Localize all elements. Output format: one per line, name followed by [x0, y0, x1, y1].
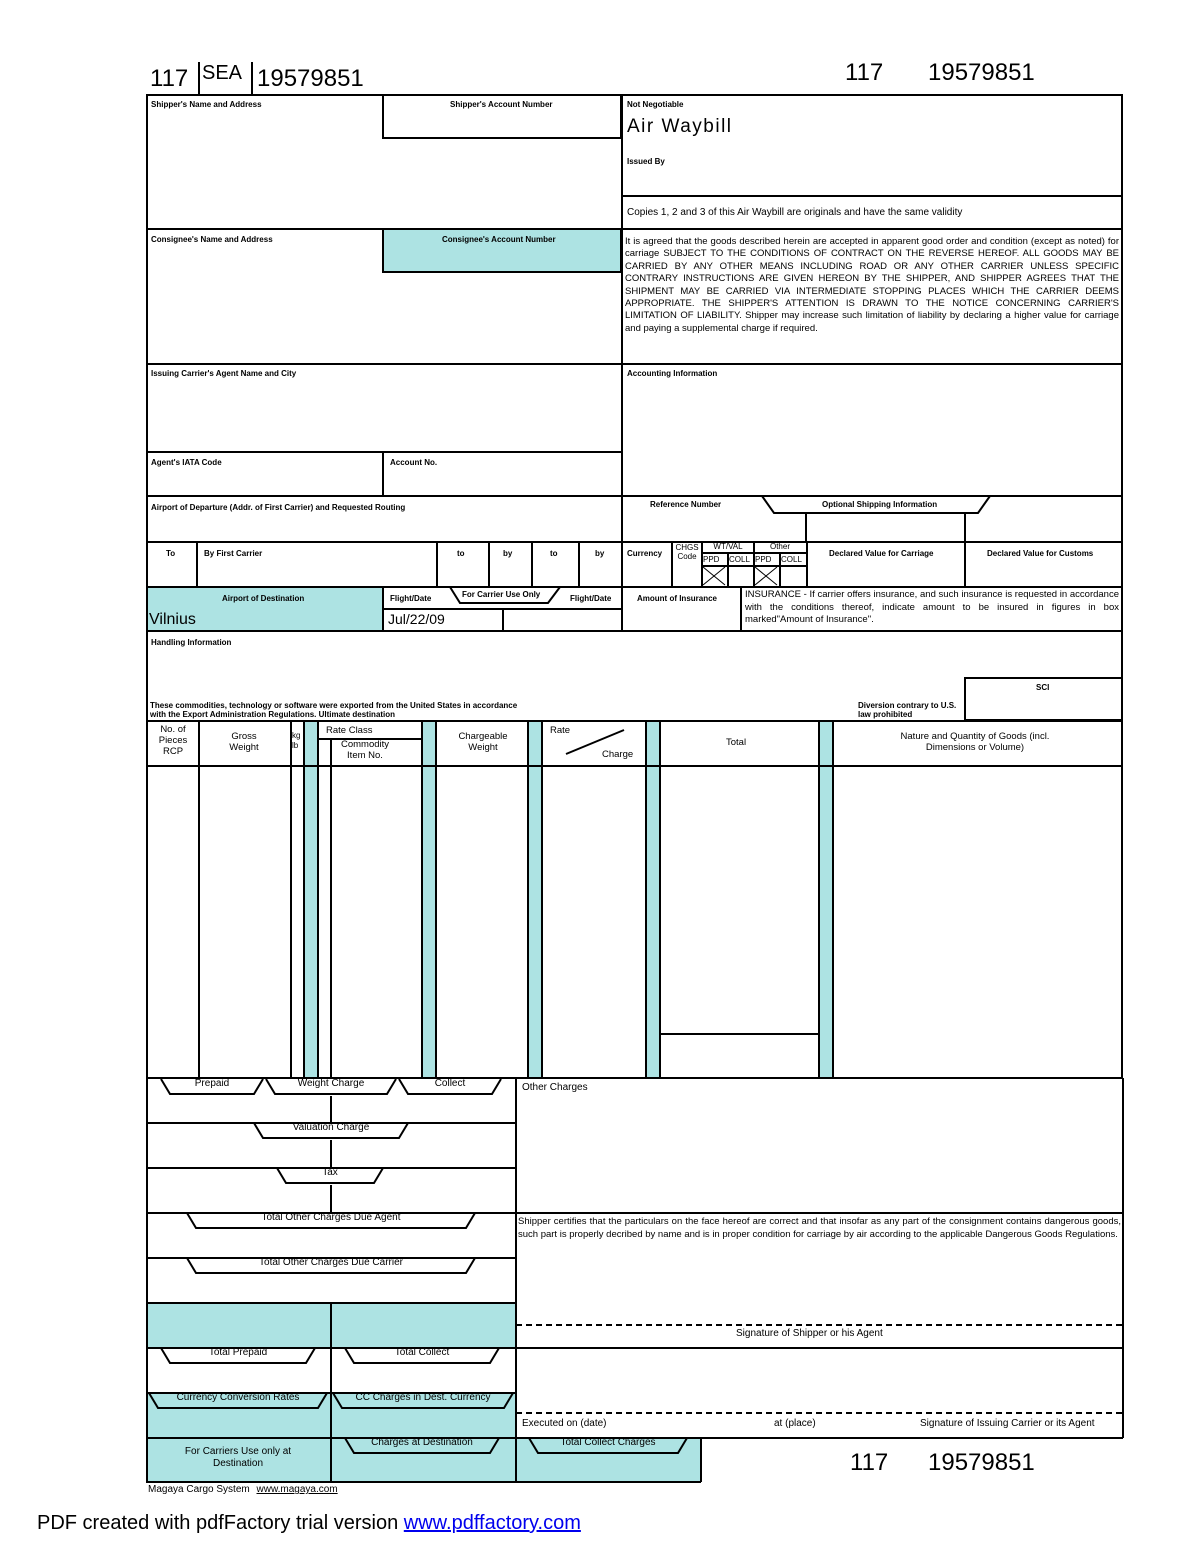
shipper-certifies-text: Shipper certifies that the particulars on the face hereof are correct and that insofar as any part of the consignment contains dangerous goods, such part is properly decribed by name and is in proper condition for carriage by air according to the applicable Dangerous Goods Regulations. [518, 1216, 1121, 1240]
declared-customs-label: Declared Value for Customs [987, 549, 1094, 558]
total-other-carrier-label: Total Other Charges Due Carrier [259, 1257, 403, 1268]
total-prepaid-label: Total Prepaid [208, 1347, 268, 1358]
accounting-info-label: Accounting Information [627, 369, 718, 378]
total-prepaid-tab [160, 1347, 316, 1365]
shipper-account-label: Shipper's Account Number [450, 100, 553, 109]
signature-carrier-label: Signature of Issuing Carrier or its Agent [920, 1418, 1095, 1429]
other-label: Other [769, 542, 790, 551]
awb-number-left [150, 66, 188, 92]
conditions-text: It is agreed that the goods described herein are accepted in apparent good order and condition (except as noted) for carriage SUBJECT TO THE CONDITIONS OF CONTRACT ON THE REVERSE HEREOF. ALL GOODS MAY BE CARRIED BY ANY OTHER MEANS INCLUDING ROAD OR ANY OTHER CARRIER UNLESS SPECIFIC CONTRARY INSTRUCTIONS ARE GIVEN HEREON BY THE SHIPPER, AND SHIPPER AGREES THAT THE SHIPMENT MAY BE CARRIED VIA INTERMEDIATE STOPPING PLACES WHICH THE CARRIER DEEMS APPROPRIATE. THE SHIPPER'S ATTENTION IS DRAWN TO THE NOTICE CONCERNING CARRIER'S LIMITATION OF LIABILITY. Shipper may increase such limitation of liability by declaring a higher value for carriage and paying a supplemental charge if required. [625, 236, 1119, 334]
no-pieces-header: No. of Pieces RCP [158, 724, 188, 757]
other-ppd-label: PPD [755, 555, 772, 564]
awb-prefix-bottom: 117 [850, 1449, 889, 1476]
flight-date-value: Jul/22/09 [388, 611, 445, 627]
weight-charge-label: Weight Charge [297, 1078, 365, 1089]
export-statement: These commodities, technology or software were exported from the United States in accordance with the Export Administration Regulations. Ultimate destination [150, 701, 518, 719]
pdf-factory-note [37, 1511, 581, 1535]
total-other-carrier-tab [186, 1257, 476, 1275]
prepaid-tab [160, 1078, 264, 1096]
agent-iata-label: Agent's IATA Code [151, 458, 222, 467]
by-first-carrier-label: By First Carrier [204, 549, 263, 558]
total-collect-tab [344, 1347, 500, 1365]
declared-carriage-label: Declared Value for Carriage [829, 549, 934, 558]
total-other-agent-label: Total Other Charges Due Agent [261, 1212, 401, 1223]
carrier-use-only-label: For Carrier Use Only [462, 590, 541, 599]
total-collect-label: Total Collect [394, 1347, 450, 1358]
diversion-statement: Diversion contrary to U.S. law prohibited [858, 701, 957, 719]
currency-conversion-label: Currency Conversion Rates [176, 1392, 300, 1403]
total-collect-charges-tab [528, 1437, 688, 1455]
valuation-charge-label: Valuation Charge [292, 1122, 370, 1133]
issuing-agent-label: Issuing Carrier's Agent Name and City [151, 369, 297, 378]
awb-prefix: 117 [150, 65, 189, 92]
by-label-2: by [503, 549, 513, 558]
wt-coll-label: COLL [729, 555, 750, 564]
awb-origin-code: SEA [202, 62, 243, 84]
system-credit [148, 1484, 338, 1496]
not-negotiable-label: Not Negotiable [627, 100, 684, 109]
other-coll-label: COLL [781, 555, 802, 564]
awb-prefix-right: 117 [845, 59, 884, 86]
rate-class-header: Rate Class [326, 725, 373, 736]
airport-destination-label: Airport of Destination [222, 594, 305, 603]
airport-departure-label: Airport of Departure (Addr. of First Carrier) and Requested Routing [151, 503, 406, 512]
to-label-2: to [457, 549, 465, 558]
optional-shipping-label: Optional Shipping Information [822, 500, 938, 509]
pdf-factory-link[interactable]: www.pdffactory.com [403, 1512, 581, 1534]
amount-insurance-label: Amount of Insurance [637, 594, 718, 603]
charge-header: Charge [602, 749, 634, 760]
flight-date-label: Flight/Date [390, 594, 432, 603]
commodity-item-header: Commodity Item No. [340, 739, 390, 761]
chgs-code-label: CHGS Code [675, 543, 699, 561]
shipper-name-label: Shipper's Name and Address [151, 100, 262, 109]
awb-serial-bottom: 19579851 [928, 1449, 1035, 1476]
charges-destination-tab [344, 1437, 500, 1455]
sci-label: SCI [1036, 683, 1050, 692]
consignee-account-label: Consignee's Account Number [442, 235, 556, 244]
system-name: Magaya Cargo System [148, 1484, 250, 1495]
flight-date-label-2: Flight/Date [570, 594, 612, 603]
other-charges-label: Other Charges [522, 1082, 588, 1093]
by-label-3: by [595, 549, 605, 558]
account-no-label: Account No. [390, 458, 438, 467]
airport-destination-value: Vilnius [149, 611, 196, 628]
total-other-agent-tab [186, 1212, 476, 1230]
pdf-note-text: PDF created with pdfFactory trial version [37, 1512, 404, 1534]
system-url-link[interactable]: www.magaya.com [256, 1484, 338, 1495]
carriers-use-label: For Carriers Use only at Destination [184, 1446, 292, 1469]
executed-on-label: Executed on (date) [522, 1418, 607, 1429]
awb-serial-left: 19579851 [257, 65, 364, 92]
copies-note: Copies 1, 2 and 3 of this Air Waybill are originals and have the same validity [627, 207, 963, 218]
currency-conversion-tab [148, 1392, 328, 1410]
shipper-signature-line [516, 1324, 1122, 1326]
prepaid-label: Prepaid [194, 1078, 230, 1089]
valuation-charge-tab [253, 1122, 409, 1140]
currency-label: Currency [627, 549, 663, 558]
to-label: To [166, 549, 176, 558]
collect-tab [398, 1078, 502, 1096]
to-label-3: to [550, 549, 558, 558]
gross-weight-header: Gross Weight [229, 731, 259, 753]
insurance-text: INSURANCE - If carrier offers insurance, and such insurance is requested in accordance with the conditions thereof, indicate amount to be insured in figures in box marked"Amount of Insurance". [745, 589, 1119, 625]
charges-destination-label: Charges at Destination [371, 1437, 473, 1448]
total-header: Total [726, 737, 747, 748]
awb-serial-right: 19579851 [928, 59, 1035, 86]
at-place-label: at (place) [774, 1418, 816, 1429]
kg-lb-header: kg lb [292, 731, 301, 750]
cc-charges-tab [332, 1392, 514, 1410]
carrier-signature-line [516, 1412, 1122, 1414]
wt-val-label: WT/VAL [713, 542, 743, 551]
tax-tab [276, 1167, 384, 1185]
handling-info-label: Handling Information [151, 638, 232, 647]
issued-by-label: Issued By [627, 157, 665, 166]
wt-ppd-label: PPD [703, 555, 720, 564]
reference-number-label: Reference Number [650, 500, 722, 509]
signature-shipper-label: Signature of Shipper or his Agent [736, 1328, 883, 1339]
cc-charges-label: CC Charges in Dest. Currency [355, 1392, 491, 1403]
nature-goods-header: Nature and Quantity of Goods (incl. Dimensions or Volume) [900, 731, 1050, 753]
tax-label: Tax [322, 1167, 338, 1178]
rate-header: Rate [550, 725, 571, 736]
collect-label: Collect [434, 1078, 466, 1089]
weight-charge-tab [265, 1078, 397, 1096]
chargeable-weight-header: Chargeable Weight [458, 731, 508, 753]
total-collect-charges-label: Total Collect Charges [560, 1437, 656, 1448]
consignee-name-label: Consignee's Name and Address [151, 235, 273, 244]
air-waybill-title: Air Waybill [627, 116, 733, 137]
chgs-crosses [701, 565, 806, 586]
